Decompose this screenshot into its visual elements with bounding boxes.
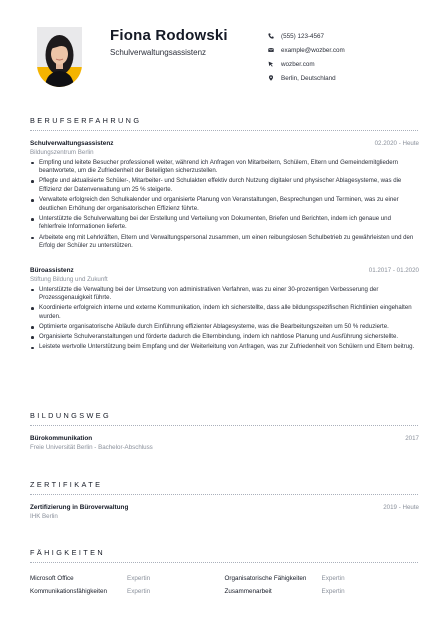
skill-item xyxy=(30,588,225,595)
skill-name: Zusammenarbeit xyxy=(224,588,272,595)
entry-organization: Stiftung Bildung und Zukunft xyxy=(30,275,108,283)
skill-item xyxy=(225,588,420,595)
mail-icon xyxy=(268,47,281,53)
bullet-item: Koordinierte erfolgreich interne und externe Kommunikation, indem ich sicherstellte, dass alle bildungsspezifischen Richtlinien eingehalten wurden. xyxy=(30,304,419,321)
entry-bullets xyxy=(30,159,419,251)
contact-email xyxy=(268,43,345,57)
phone-icon xyxy=(268,33,281,39)
bullet-item: Empfing und leitete Besucher professionell weiter, während ich Anfragen von Mitarbeitern, Schülern, Eltern und Gemeindemitgliedern beantwortete, um die Zufriedenheit der Beteiligten sicherzustellen. xyxy=(30,159,419,176)
entry-organization: Bildungszentrum Berlin xyxy=(30,148,94,156)
skill-name: Microsoft Office xyxy=(30,575,74,582)
contact-location xyxy=(268,71,345,85)
entry-bullets xyxy=(30,286,419,353)
bullet-item: Arbeitete eng mit Lehrkräften, Eltern und Verwaltungspersonal zusammen, um einen reibungslosen Schulbetrieb zu gewährleisten und den Erfolg der Schüler zu unterstützen. xyxy=(30,234,419,251)
entry-certificate: Zertifizierung in Büroverwaltung xyxy=(30,504,129,511)
avatar xyxy=(37,27,82,87)
section-divider xyxy=(30,562,418,563)
skill-name: Organisatorische Fähigkeiten xyxy=(224,575,307,582)
contact-website-text: wozber.com xyxy=(281,60,315,68)
bullet-item: Verwaltete erfolgreich den Schulkalender und organisierte Planung von Veranstaltungen, Besprechungen und Terminen, was zu einer deutlichen Erhöhung der organisatorischen Effizienz führte. xyxy=(30,196,419,213)
section-title-education: BILDUNGSWEG xyxy=(30,411,112,420)
cursor-icon xyxy=(268,61,281,67)
skills-list xyxy=(30,572,419,598)
entry-issuer: IHK Berlin xyxy=(30,512,58,520)
entry-degree: Bürokommunikation xyxy=(30,435,93,442)
section-divider xyxy=(30,494,418,495)
location-pin-icon xyxy=(268,75,281,81)
section-divider xyxy=(30,130,418,131)
skill-level: Expertin xyxy=(127,588,151,595)
skill-item xyxy=(225,575,420,582)
experience-entry xyxy=(30,140,419,252)
entry-role: Schulverwaltungsassistenz xyxy=(30,140,114,147)
section-title-skills: FÄHIGKEITEN xyxy=(30,548,106,557)
entry-date: 02.2020 - Heute xyxy=(374,140,419,147)
bullet-item: Optimierte organisatorische Abläufe durch Einführung effizienter Ablagesysteme, was die Bearbeitungszeiten um 50 % reduzierte. xyxy=(30,323,419,332)
bullet-item: Unterstützte die Schulverwaltung bei der Erstellung und Verteilung von Dokumenten, Briefen und Berichten, indem ich genaue und fehlerfreie Informationen lieferte. xyxy=(30,215,419,232)
bullet-item: Pflegte und aktualisierte Schüler-, Mitarbeiter- und Schulakten effektiv durch Nutzung digitaler und physischer Ablagesysteme, was die Effizienz der Datenverwaltung um 25 % steigerte. xyxy=(30,177,419,194)
contact-website xyxy=(268,57,345,71)
skill-item xyxy=(30,575,225,582)
contact-list xyxy=(268,29,345,85)
job-title: Schulverwaltungsassistenz xyxy=(110,48,207,57)
contact-phone-text: (555) 123-4567 xyxy=(281,32,325,40)
skill-name: Kommunikationsfähigkeiten xyxy=(30,588,108,595)
entry-date: 2019 - Heute xyxy=(383,504,419,511)
contact-location-text: Berlin, Deutschland xyxy=(281,74,336,82)
bullet-item: Leistete wertvolle Unterstützung beim Empfang und der Weiterleitung von Anfragen, was zur Zufriedenheit von Schülern und Eltern beitrug. xyxy=(30,343,419,352)
entry-institution: Freie Universität Berlin - Bachelor-Abschluss xyxy=(30,443,153,451)
section-title-certificates: ZERTIFIKATE xyxy=(30,480,103,489)
section-title-experience: BERUFSERFAHRUNG xyxy=(30,116,142,125)
skill-level: Expertin xyxy=(321,575,345,582)
skill-level: Expertin xyxy=(321,588,345,595)
skill-level: Expertin xyxy=(127,575,151,582)
certificate-entry xyxy=(30,504,419,520)
bullet-item: Unterstützte die Verwaltung bei der Umsetzung von administrativen Verfahren, was zu einer 30-prozentigen Verbesserung der Prozessgenauigkeit führte. xyxy=(30,286,419,303)
entry-date: 2017 xyxy=(405,435,419,442)
experience-entry xyxy=(30,267,419,354)
contact-email-text: example@wozber.com xyxy=(281,46,345,54)
education-entry xyxy=(30,435,419,451)
entry-date: 01.2017 - 01.2020 xyxy=(368,267,419,274)
section-divider xyxy=(30,425,418,426)
bullet-item: Organisierte Schulveranstaltungen und förderte dadurch die Elternbindung, indem ich nahtlose Planung und Ausführung sicherstellte. xyxy=(30,333,419,342)
candidate-name: Fiona Rodowski xyxy=(110,27,228,44)
contact-phone xyxy=(268,29,345,43)
entry-role: Büroassistenz xyxy=(30,267,74,274)
